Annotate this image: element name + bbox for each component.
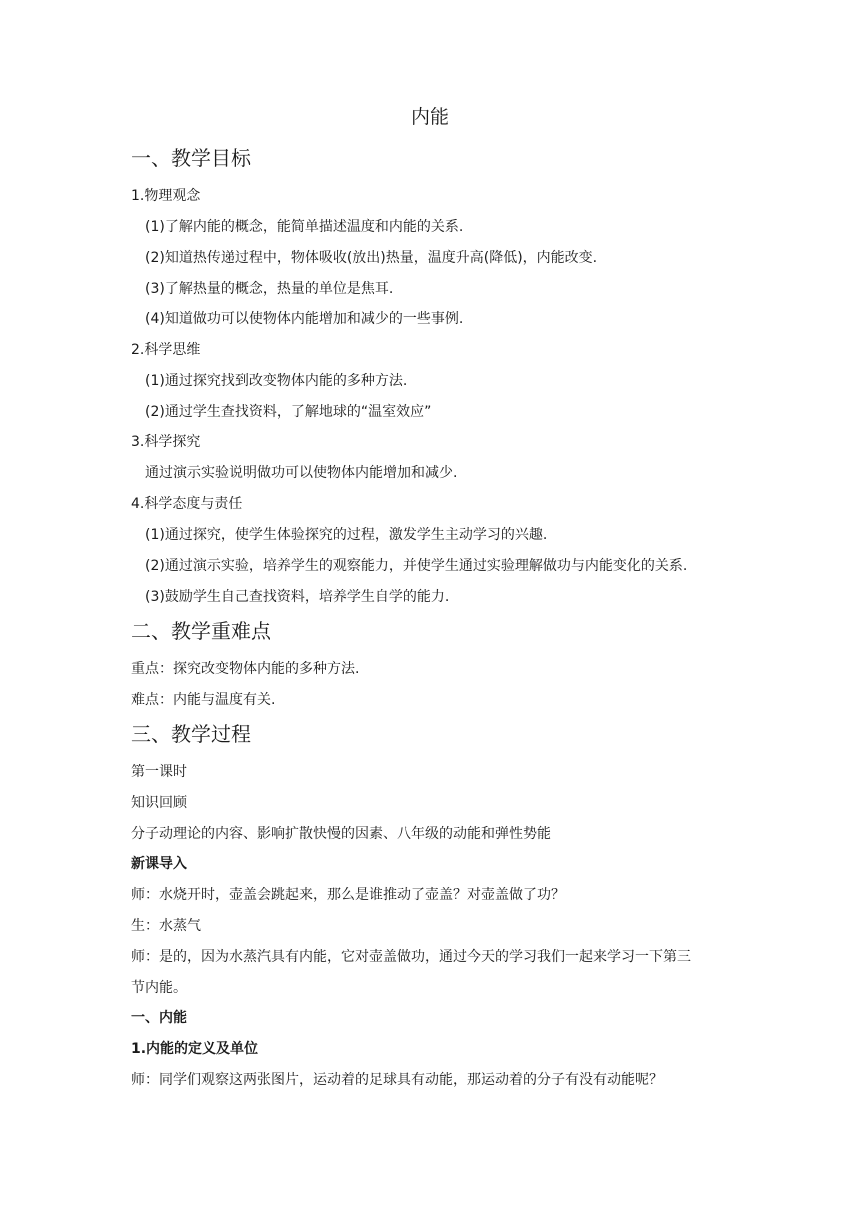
goal-item: 通过演示实验说明做功可以使物体内能增加和减少.	[145, 465, 458, 481]
intro-title: 新课导入	[131, 856, 187, 872]
dialogue-line-continued: 节内能。	[131, 980, 187, 996]
section-heading-key-points: 二、教学重难点	[131, 619, 271, 643]
goal-item: (2)通过演示实验，培养学生的观察能力，并使学生通过实验理解做功与内能变化的关系.	[145, 558, 688, 574]
review-content: 分子动理论的内容、影响扩散快慢的因素、八年级的动能和弹性势能	[131, 826, 551, 842]
goal-item: (1)了解内能的概念，能简单描述温度和内能的关系.	[145, 219, 464, 235]
goal-item: (2)通过学生查找资料，了解地球的“温室效应”	[145, 404, 432, 420]
section-heading-process: 三、教学过程	[131, 722, 251, 746]
dialogue-line: 生：水蒸气	[131, 918, 201, 934]
dialogue-line: 师：水烧开时，壶盖会跳起来，那么是谁推动了壶盖？对壶盖做了功？	[131, 887, 565, 903]
key-point-text: 重点：探究改变物体内能的多种方法.	[131, 661, 360, 677]
goal-item: (1)通过探究，使学生体验探究的过程，激发学生主动学习的兴趣.	[145, 527, 548, 543]
goal-item: (3)鼓励学生自己查找资料，培养学生自学的能力.	[145, 589, 450, 605]
sub-sub-heading-definition: 1.内能的定义及单位	[131, 1041, 259, 1057]
goal-label-scientific-thinking: 2.科学思维	[131, 342, 201, 358]
document-title: 内能	[410, 106, 449, 128]
review-title: 知识回顾	[131, 795, 187, 811]
section-heading-goals: 一、教学目标	[131, 146, 251, 170]
goal-label-scientific-inquiry: 3.科学探究	[131, 434, 201, 450]
difficult-point-text: 难点：内能与温度有关.	[131, 692, 276, 708]
dialogue-line: 师：是的，因为水蒸汽具有内能，它对壶盖做功，通过今天的学习我们一起来学习一下第三	[131, 949, 691, 965]
goal-label-attitude: 4.科学态度与责任	[131, 496, 243, 512]
goal-item: (4)知道做功可以使物体内能增加和减少的一些事例.	[145, 311, 464, 327]
goal-item: (3)了解热量的概念，热量的单位是焦耳.	[145, 281, 394, 297]
dialogue-line: 师：同学们观察这两张图片，运动着的足球具有动能，那运动着的分子有没有动能呢？	[131, 1072, 663, 1088]
goal-label-physics-concept: 1.物理观念	[131, 188, 201, 204]
sub-heading-internal-energy: 一、内能	[131, 1010, 187, 1026]
goal-item: (1)通过探究找到改变物体内能的多种方法.	[145, 373, 408, 389]
lesson-label: 第一课时	[131, 764, 187, 780]
goal-item: (2)知道热传递过程中，物体吸收(放出)热量，温度升高(降低)，内能改变.	[145, 250, 598, 266]
